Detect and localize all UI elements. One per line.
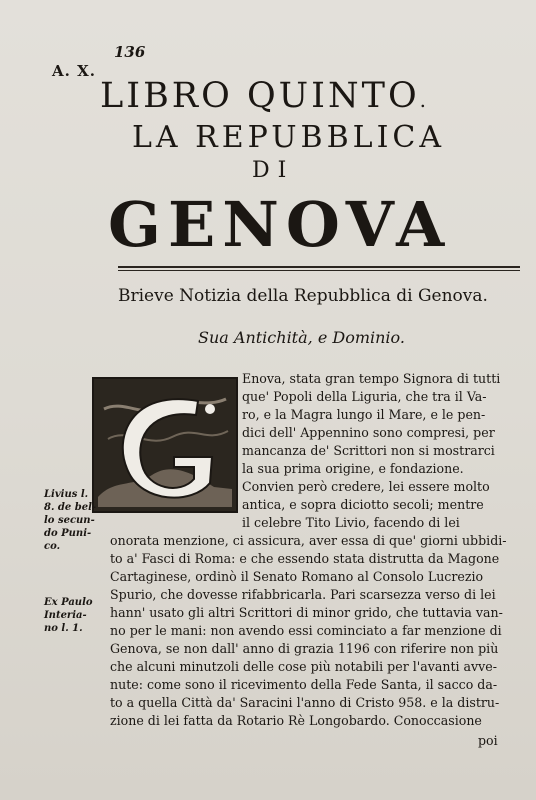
- body-line: poi: [478, 733, 498, 748]
- body-line: to a quella Città da' Saracini l'anno di Cristo 958. e la distru-: [110, 695, 500, 710]
- margin-note: no l. 1.: [44, 623, 83, 634]
- header-mark: A. X.: [52, 62, 96, 80]
- ornate-initial-g-icon: [92, 377, 238, 513]
- ornate-initial-g-graphic: [94, 379, 236, 511]
- body-line: mancanza de' Scrittori non si mostrarci: [242, 443, 495, 458]
- body-line: Genova, se non dall' anno di grazia 1196 con riferire non più: [110, 641, 499, 656]
- body-line: que' Popoli della Liguria, che tra il Va-: [242, 389, 487, 404]
- margin-note: lo secun-: [44, 515, 95, 526]
- title-line-3: DI: [252, 158, 295, 183]
- section-heading: Brieve Notizia della Repubblica di Genova.: [118, 286, 488, 306]
- body-line: Spurio, che dovesse rifabbricarla. Pari scarsezza verso di lei: [110, 587, 496, 602]
- body-line: che alcuni minutzoli delle cose più notabili per l'avanti avve-: [110, 659, 497, 674]
- body-line: la sua prima origine, e fondazione.: [242, 461, 464, 476]
- title-line-2: LA REPUBBLICA: [132, 120, 446, 155]
- divider-rule-thin: [118, 270, 520, 271]
- margin-note: Ex Paulo: [44, 597, 93, 608]
- body-line: to a' Fasci di Roma: e che essendo stata distrutta da Magone: [110, 551, 500, 566]
- body-line: dici dell' Appennino sono compresi, per: [242, 425, 495, 440]
- book-title-end: .: [419, 88, 429, 112]
- body-line: il celebre Tito Livio, facendo di lei: [242, 515, 460, 530]
- book-title: [100, 76, 429, 116]
- divider-rule: [118, 266, 520, 268]
- margin-note: co.: [44, 541, 61, 552]
- body-line: no per le mani: non avendo essi cominciato a far menzione di: [110, 623, 502, 638]
- body-line: Convien però credere, lei essere molto: [242, 479, 490, 494]
- margin-note: 8. de bel-: [44, 502, 97, 513]
- section-subheading: Sua Antichità, e Dominio.: [198, 328, 405, 347]
- body-line: ro, e la Magra lungo il Mare, e le pen-: [242, 407, 486, 422]
- body-line: hann' usato gli altri Scrittori di minor grido, che tuttavia van-: [110, 605, 503, 620]
- page-number: 136: [114, 43, 146, 61]
- body-line: zione di lei fatta da Rotario Rè Longobardo. Conoccasione: [110, 713, 482, 728]
- body-line: nute: come sono il ricevimento della Fede Santa, il sacco da-: [110, 677, 498, 692]
- body-line: antica, e sopra diciotto secoli; mentre: [242, 497, 484, 512]
- body-line: onorata menzione, ci assicura, aver essa di que' giorni ubbidi-: [110, 533, 507, 548]
- margin-note: Livius l.: [44, 489, 89, 500]
- book-title-text: LIBRO QUINTO: [100, 76, 420, 116]
- title-line-4: GENOVA: [108, 188, 452, 261]
- margin-note: Interia-: [44, 610, 87, 621]
- margin-note: do Puni-: [44, 528, 92, 539]
- body-line: Cartaginese, ordinò il Senato Romano al Consolo Lucrezio: [110, 569, 484, 584]
- body-line: Enova, stata gran tempo Signora di tutti: [242, 371, 501, 386]
